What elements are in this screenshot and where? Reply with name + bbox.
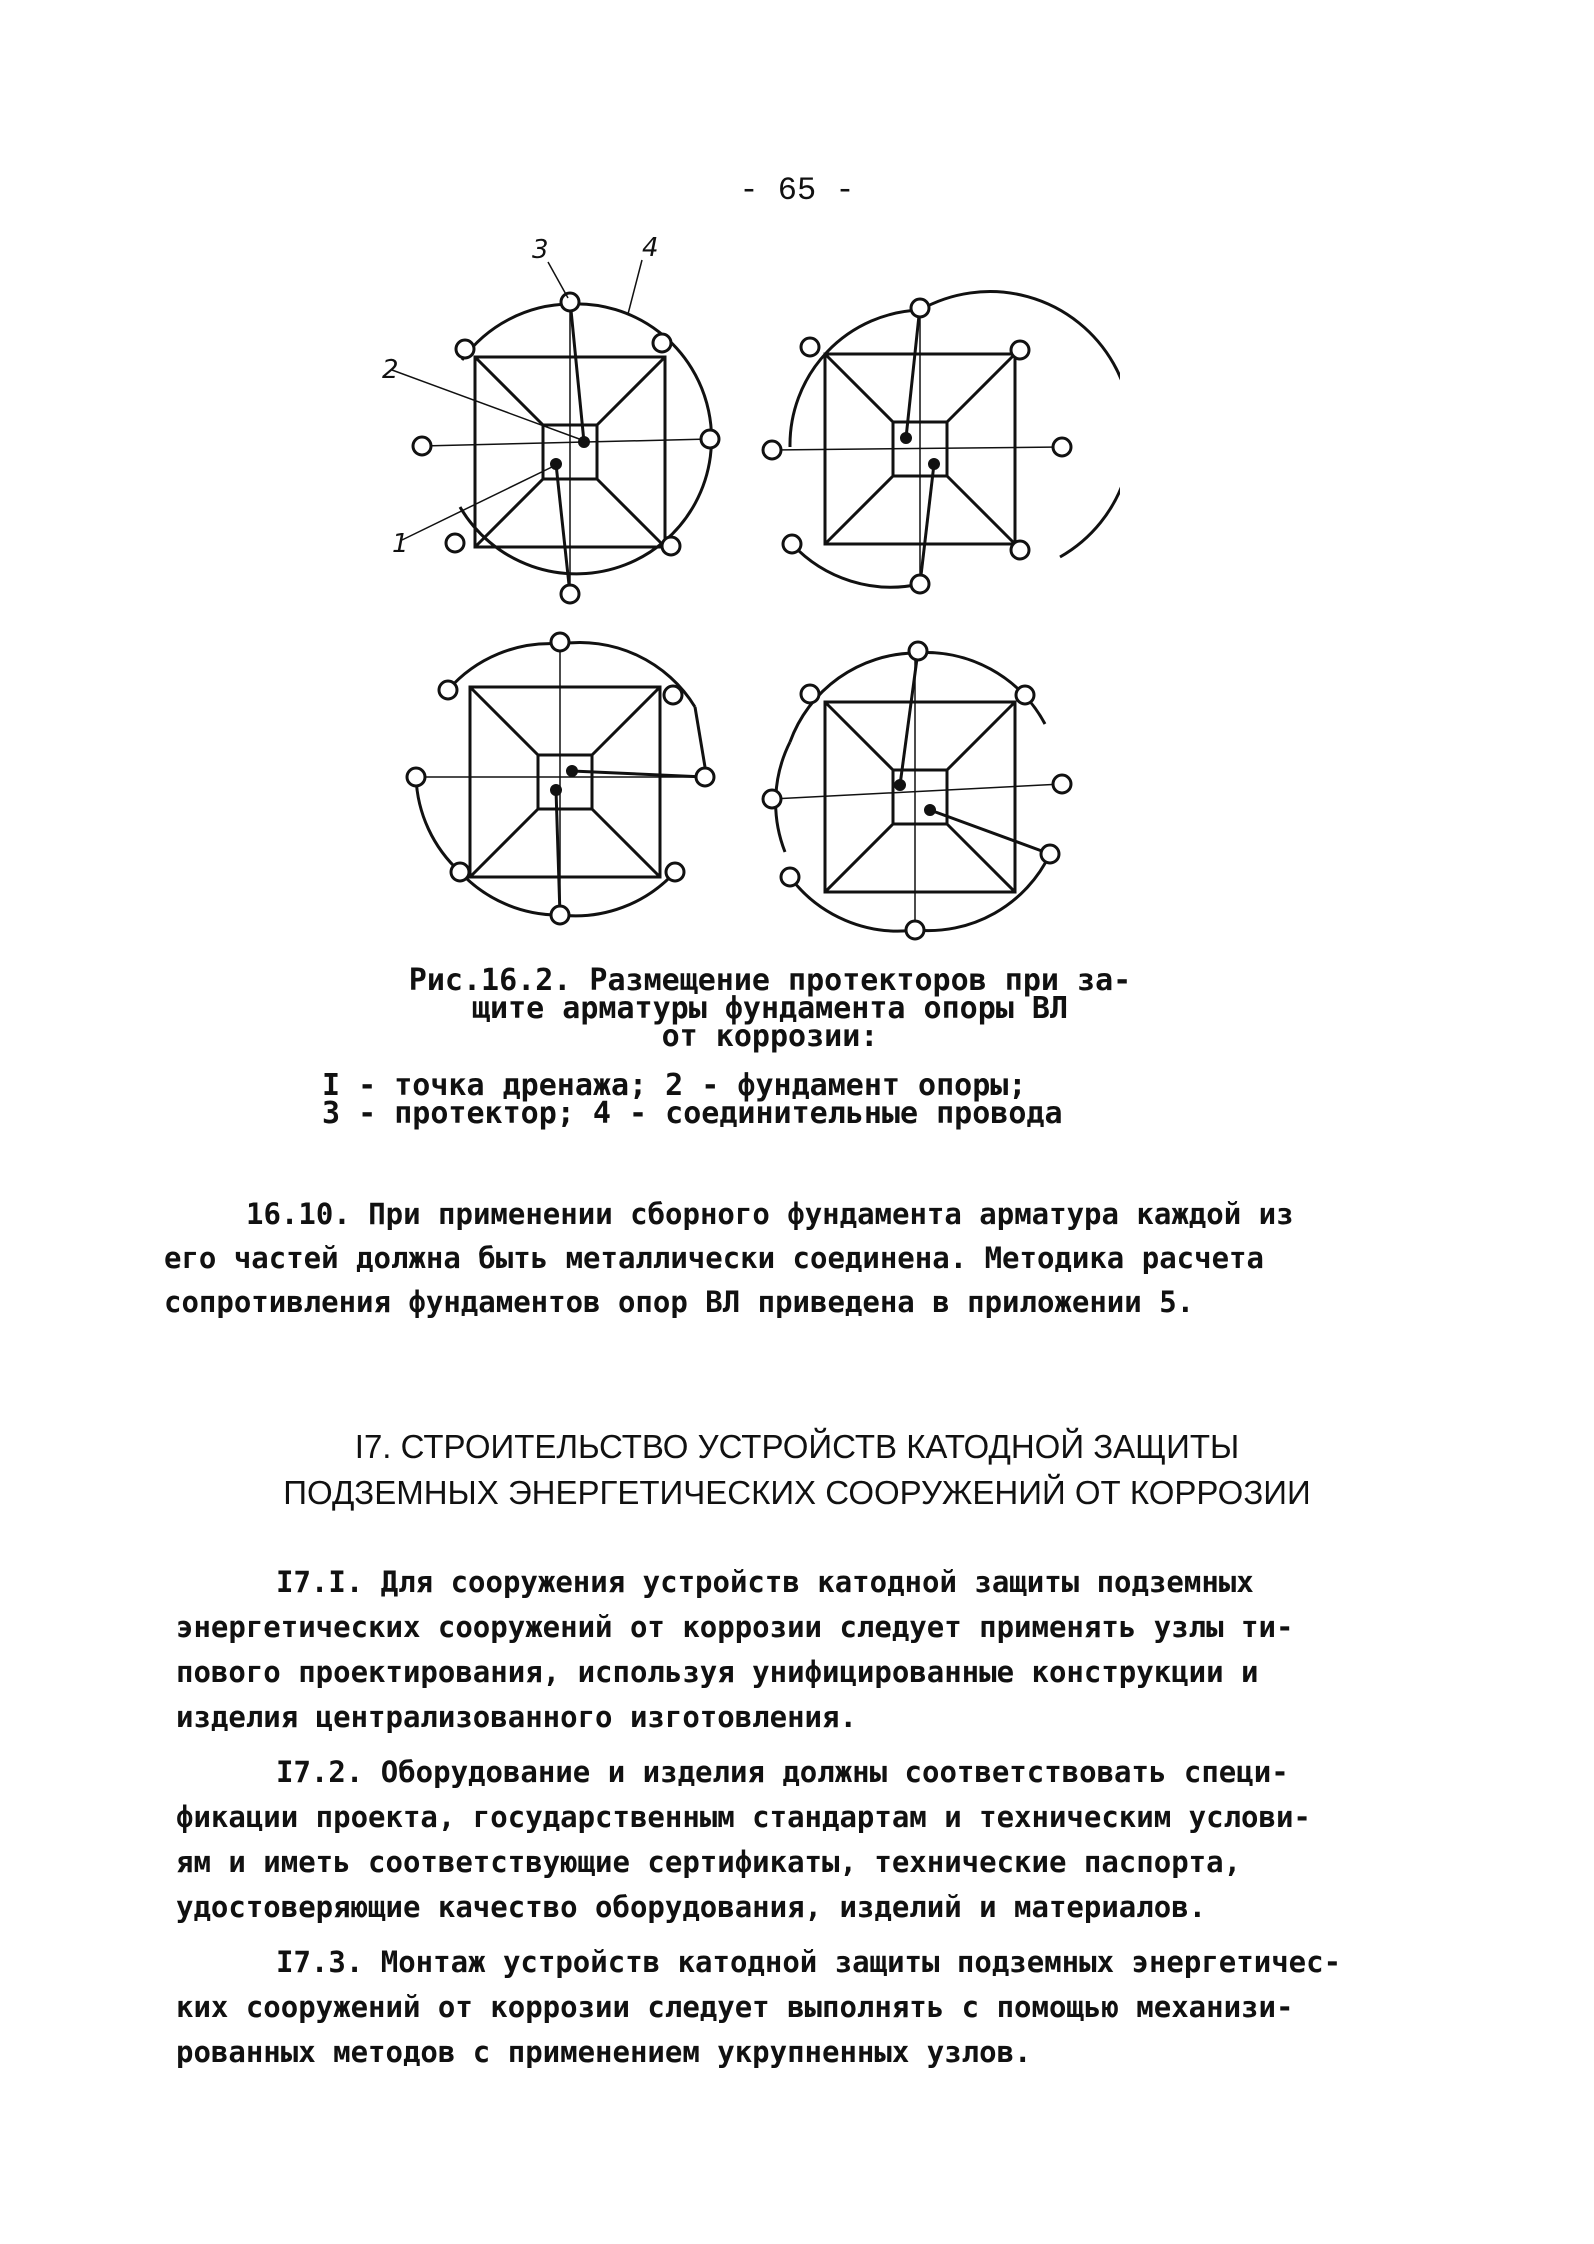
diagram-4: [763, 642, 1071, 939]
section-17-heading-line-1: I7. СТРОИТЕЛЬСТВО УСТРОЙСТВ КАТОДНОЙ ЗАЩИТЫ: [354, 1428, 1240, 1465]
para-17-1-line-1: I7.I. Для сооружения устройств катодной защиты подземных: [276, 1565, 1254, 1599]
para-17-2-line-3: ям и иметь соответствующие сертификаты, технические паспорта,: [176, 1845, 1242, 1879]
para-16-10-line-1: 16.10. При применении сборного фундамента арматура каждой из: [246, 1197, 1294, 1231]
label-4: 4: [642, 233, 659, 263]
legend-line-1: I - точка дренажа; 2 - фундамент опоры;: [322, 1068, 1027, 1103]
label-3: 3: [532, 235, 549, 265]
para-16-10-line-2: его частей должна быть металлически соединена. Методика расчета: [164, 1241, 1264, 1275]
figure-caption: [320, 963, 1220, 1054]
para-17-3-line-1: I7.3. Монтаж устройств катодной защиты подземных энергетичес-: [276, 1945, 1342, 1979]
page-number: - 65 -: [739, 172, 855, 209]
section-17-heading-line-2: ПОДЗЕМНЫХ ЭНЕРГЕТИЧЕСКИХ СООРУЖЕНИЙ ОТ КОРРОЗИИ: [283, 1474, 1311, 1511]
legend-line-2: 3 - протектор; 4 - соединительные провода: [322, 1096, 1063, 1131]
label-1: 1: [392, 529, 409, 559]
caption-line-3: от коррозии:: [661, 1019, 879, 1054]
diagram-2: [763, 292, 1120, 593]
label-2: 2: [382, 355, 399, 385]
para-17-2-line-2: фикации проекта, государственным стандартам и техническим услови-: [176, 1800, 1311, 1834]
para-17-3-line-3: рованных методов с применением укрупненных узлов.: [176, 2035, 1032, 2069]
caption-line-2: щите арматуры фундамента опоры ВЛ: [471, 991, 1069, 1026]
figure-protector-arrangements: [360, 232, 1120, 972]
caption-line-1: Рис.16.2. Размещение протекторов при за-: [408, 963, 1132, 998]
para-17-1-line-3: пового проектирования, используя унифицированные конструкции и: [176, 1655, 1259, 1689]
diagram-1: [392, 260, 719, 603]
para-17-1-line-4: изделия централизованного изготовления.: [176, 1700, 857, 1734]
para-17-2-line-1: I7.2. Оборудование и изделия должны соответствовать специ-: [276, 1755, 1289, 1789]
para-17-2-line-4: удостоверяющие качество оборудования, изделий и материалов.: [176, 1890, 1207, 1924]
para-17-1-line-2: энергетических сооружений от коррозии следует применять узлы ти-: [176, 1610, 1294, 1644]
diagram-3: [407, 633, 714, 924]
figure-drawing: [360, 232, 1120, 972]
para-17-3-line-2: ких сооружений от коррозии следует выполнять с помощью механизи-: [176, 1990, 1294, 2024]
para-16-10-line-3: сопротивления фундаментов опор ВЛ приведена в приложении 5.: [164, 1285, 1195, 1319]
